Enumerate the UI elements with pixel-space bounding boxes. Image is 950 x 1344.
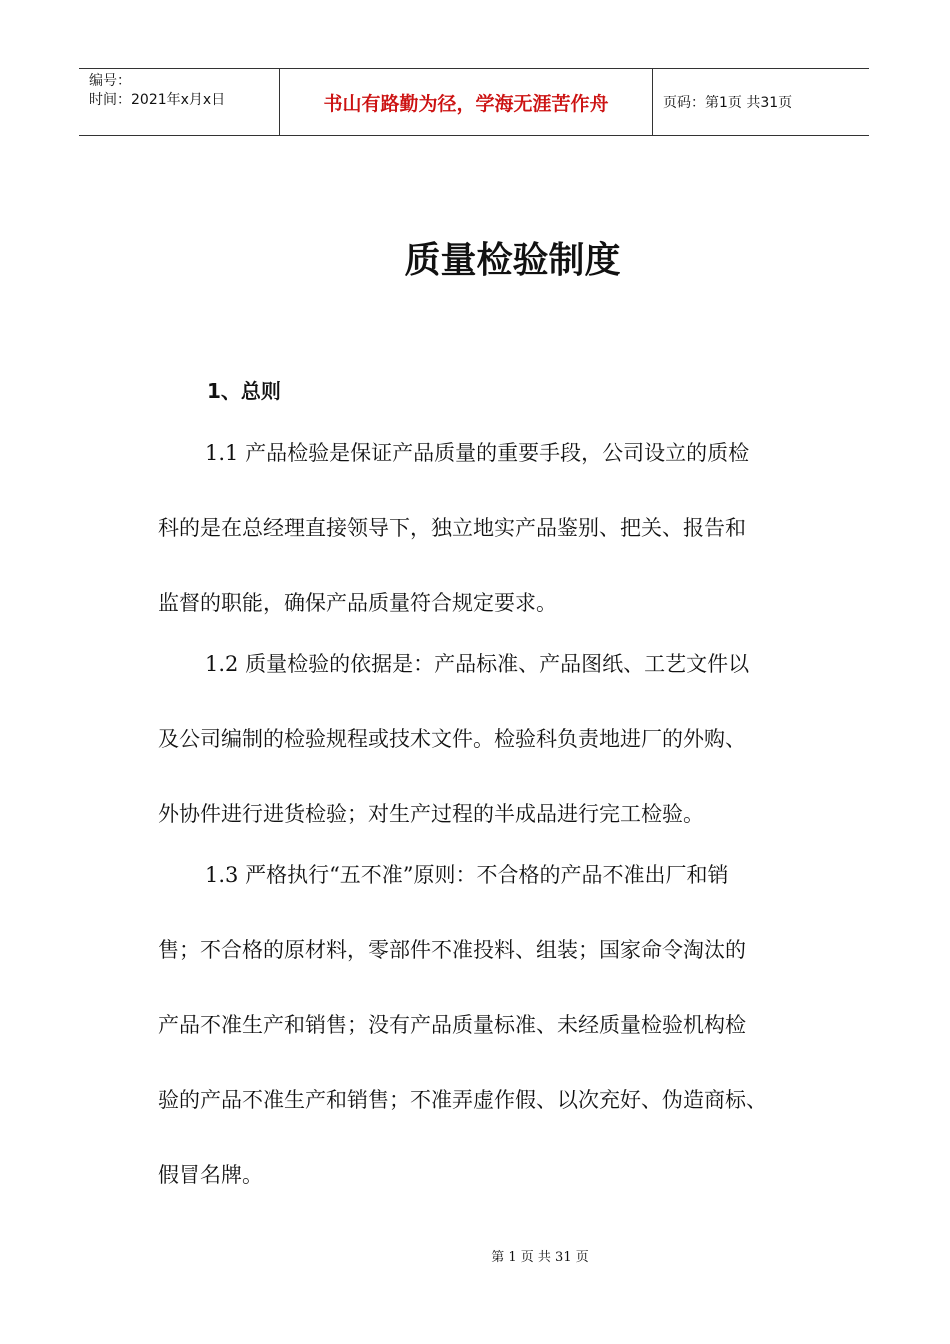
paragraph-line: 及公司编制的检验规程或技术文件。检验科负责地进厂的外购、 [158,727,746,751]
paragraph-line: 1.2 质量检验的依据是：产品标准、产品图纸、工艺文件以 [205,652,750,676]
paragraph-line: 验的产品不准生产和销售；不准弄虚作假、以次充好、伪造商标、 [158,1088,767,1112]
paragraph-line: 产品不准生产和销售；没有产品质量标准、未经质量检验机构检 [158,1013,746,1037]
page-info: 页码：第1页 共31页 [663,95,793,111]
section-heading: 1、总则 [207,379,281,403]
paragraph-line: 外协件进行进货检验；对生产过程的半成品进行完工检验。 [158,802,704,826]
paragraph-line: 1.3 严格执行“五不准”原则：不合格的产品不准出厂和销 [205,863,729,887]
page-title: 质量检验制度 [404,240,621,281]
paragraph-1-3 [158,860,808,1235]
paragraph-line: 监督的职能，确保产品质量符合规定要求。 [158,591,557,615]
paragraph-line: 科的是在总经理直接领导下，独立地实产品鉴别、把关、报告和 [158,516,746,540]
time-label: 时间：2021年x月x日 [89,92,226,108]
document-header [79,68,869,136]
paragraph-line: 售；不合格的原材料，零部件不准投料、组装；国家命令淘汰的 [158,938,746,962]
number-label: 编号： [89,73,131,89]
paragraph-line: 假冒名牌。 [158,1163,263,1187]
paragraph-1-2 [158,649,808,874]
paragraph-line: 1.1 产品检验是保证产品质量的重要手段，公司设立的质检 [205,441,750,465]
header-page-cell [653,69,869,135]
header-meta-cell [79,69,280,135]
page-footer: 第 1 页 共 31 页 [491,1250,589,1265]
paragraph-1-1 [158,438,808,663]
motto-text: 书山有路勤为径，学海无涯苦作舟 [323,92,609,115]
header-motto-cell [280,69,653,135]
